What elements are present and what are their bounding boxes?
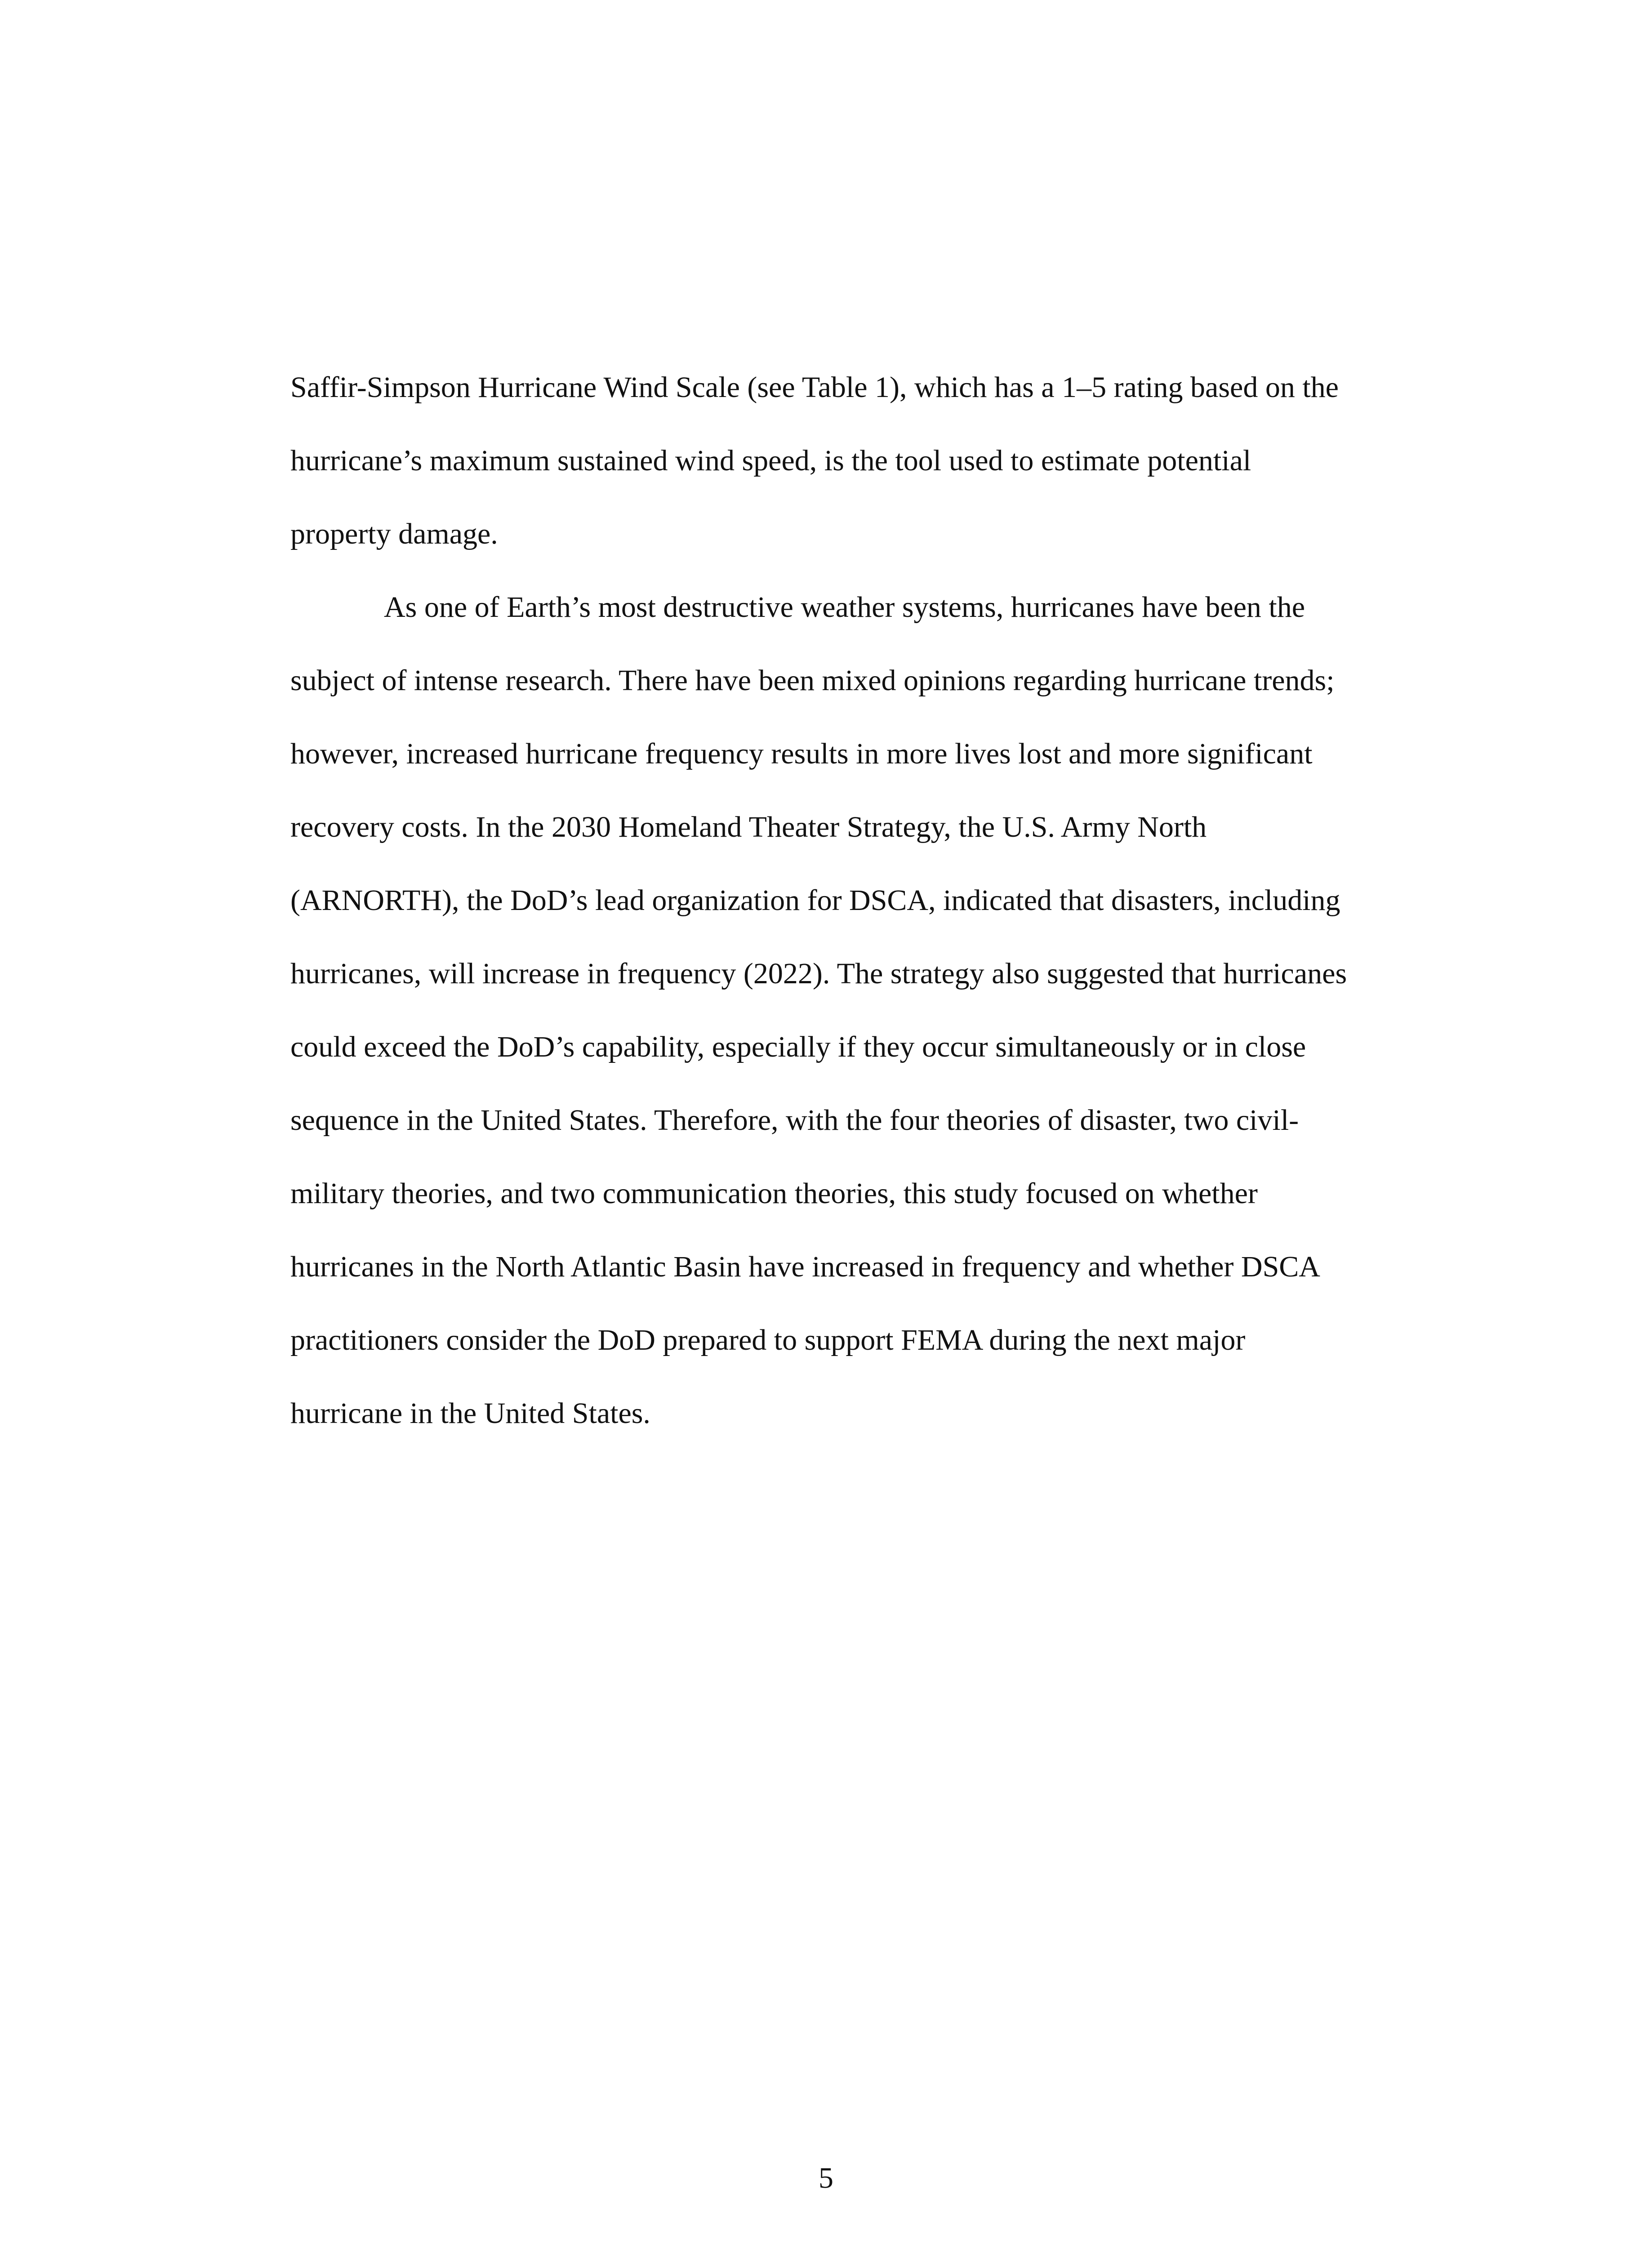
paragraph-line: hurricane in the United States. bbox=[290, 1397, 650, 1430]
paragraph-line: subject of intense research. There have been mixed opinions regarding hurricane trends; bbox=[290, 664, 1335, 697]
paragraph-line: recovery costs. In the 2030 Homeland Theater Strategy, the U.S. Army North bbox=[290, 811, 1207, 843]
page-number: 5 bbox=[819, 2162, 833, 2194]
paragraph-line: hurricanes in the North Atlantic Basin have increased in frequency and whether DSCA bbox=[290, 1250, 1320, 1283]
paragraph-line: military theories, and two communication theories, this study focused on whether bbox=[290, 1177, 1258, 1210]
paragraph-line: could exceed the DoD’s capability, especially if they occur simultaneously or in close bbox=[290, 1030, 1306, 1063]
paragraph-line: As one of Earth’s most destructive weather systems, hurricanes have been the bbox=[384, 591, 1305, 624]
paragraph-line: sequence in the United States. Therefore, with the four theories of disaster, two civil- bbox=[290, 1104, 1299, 1137]
paragraph-line: hurricane’s maximum sustained wind speed, is the tool used to estimate potential bbox=[290, 444, 1251, 477]
paragraph-line: hurricanes, will increase in frequency (2022). The strategy also suggested that hurricanes bbox=[290, 957, 1347, 990]
paragraph-line: however, increased hurricane frequency results in more lives lost and more significant bbox=[290, 737, 1313, 770]
paragraph-line: property damage. bbox=[290, 517, 498, 550]
paragraph-line: (ARNORTH), the DoD’s lead organization for DSCA, indicated that disasters, including bbox=[290, 884, 1340, 917]
paragraph-line: practitioners consider the DoD prepared to support FEMA during the next major bbox=[290, 1324, 1246, 1356]
paragraph-line: Saffir-Simpson Hurricane Wind Scale (see Table 1), which has a 1–5 rating based on the bbox=[290, 371, 1339, 404]
